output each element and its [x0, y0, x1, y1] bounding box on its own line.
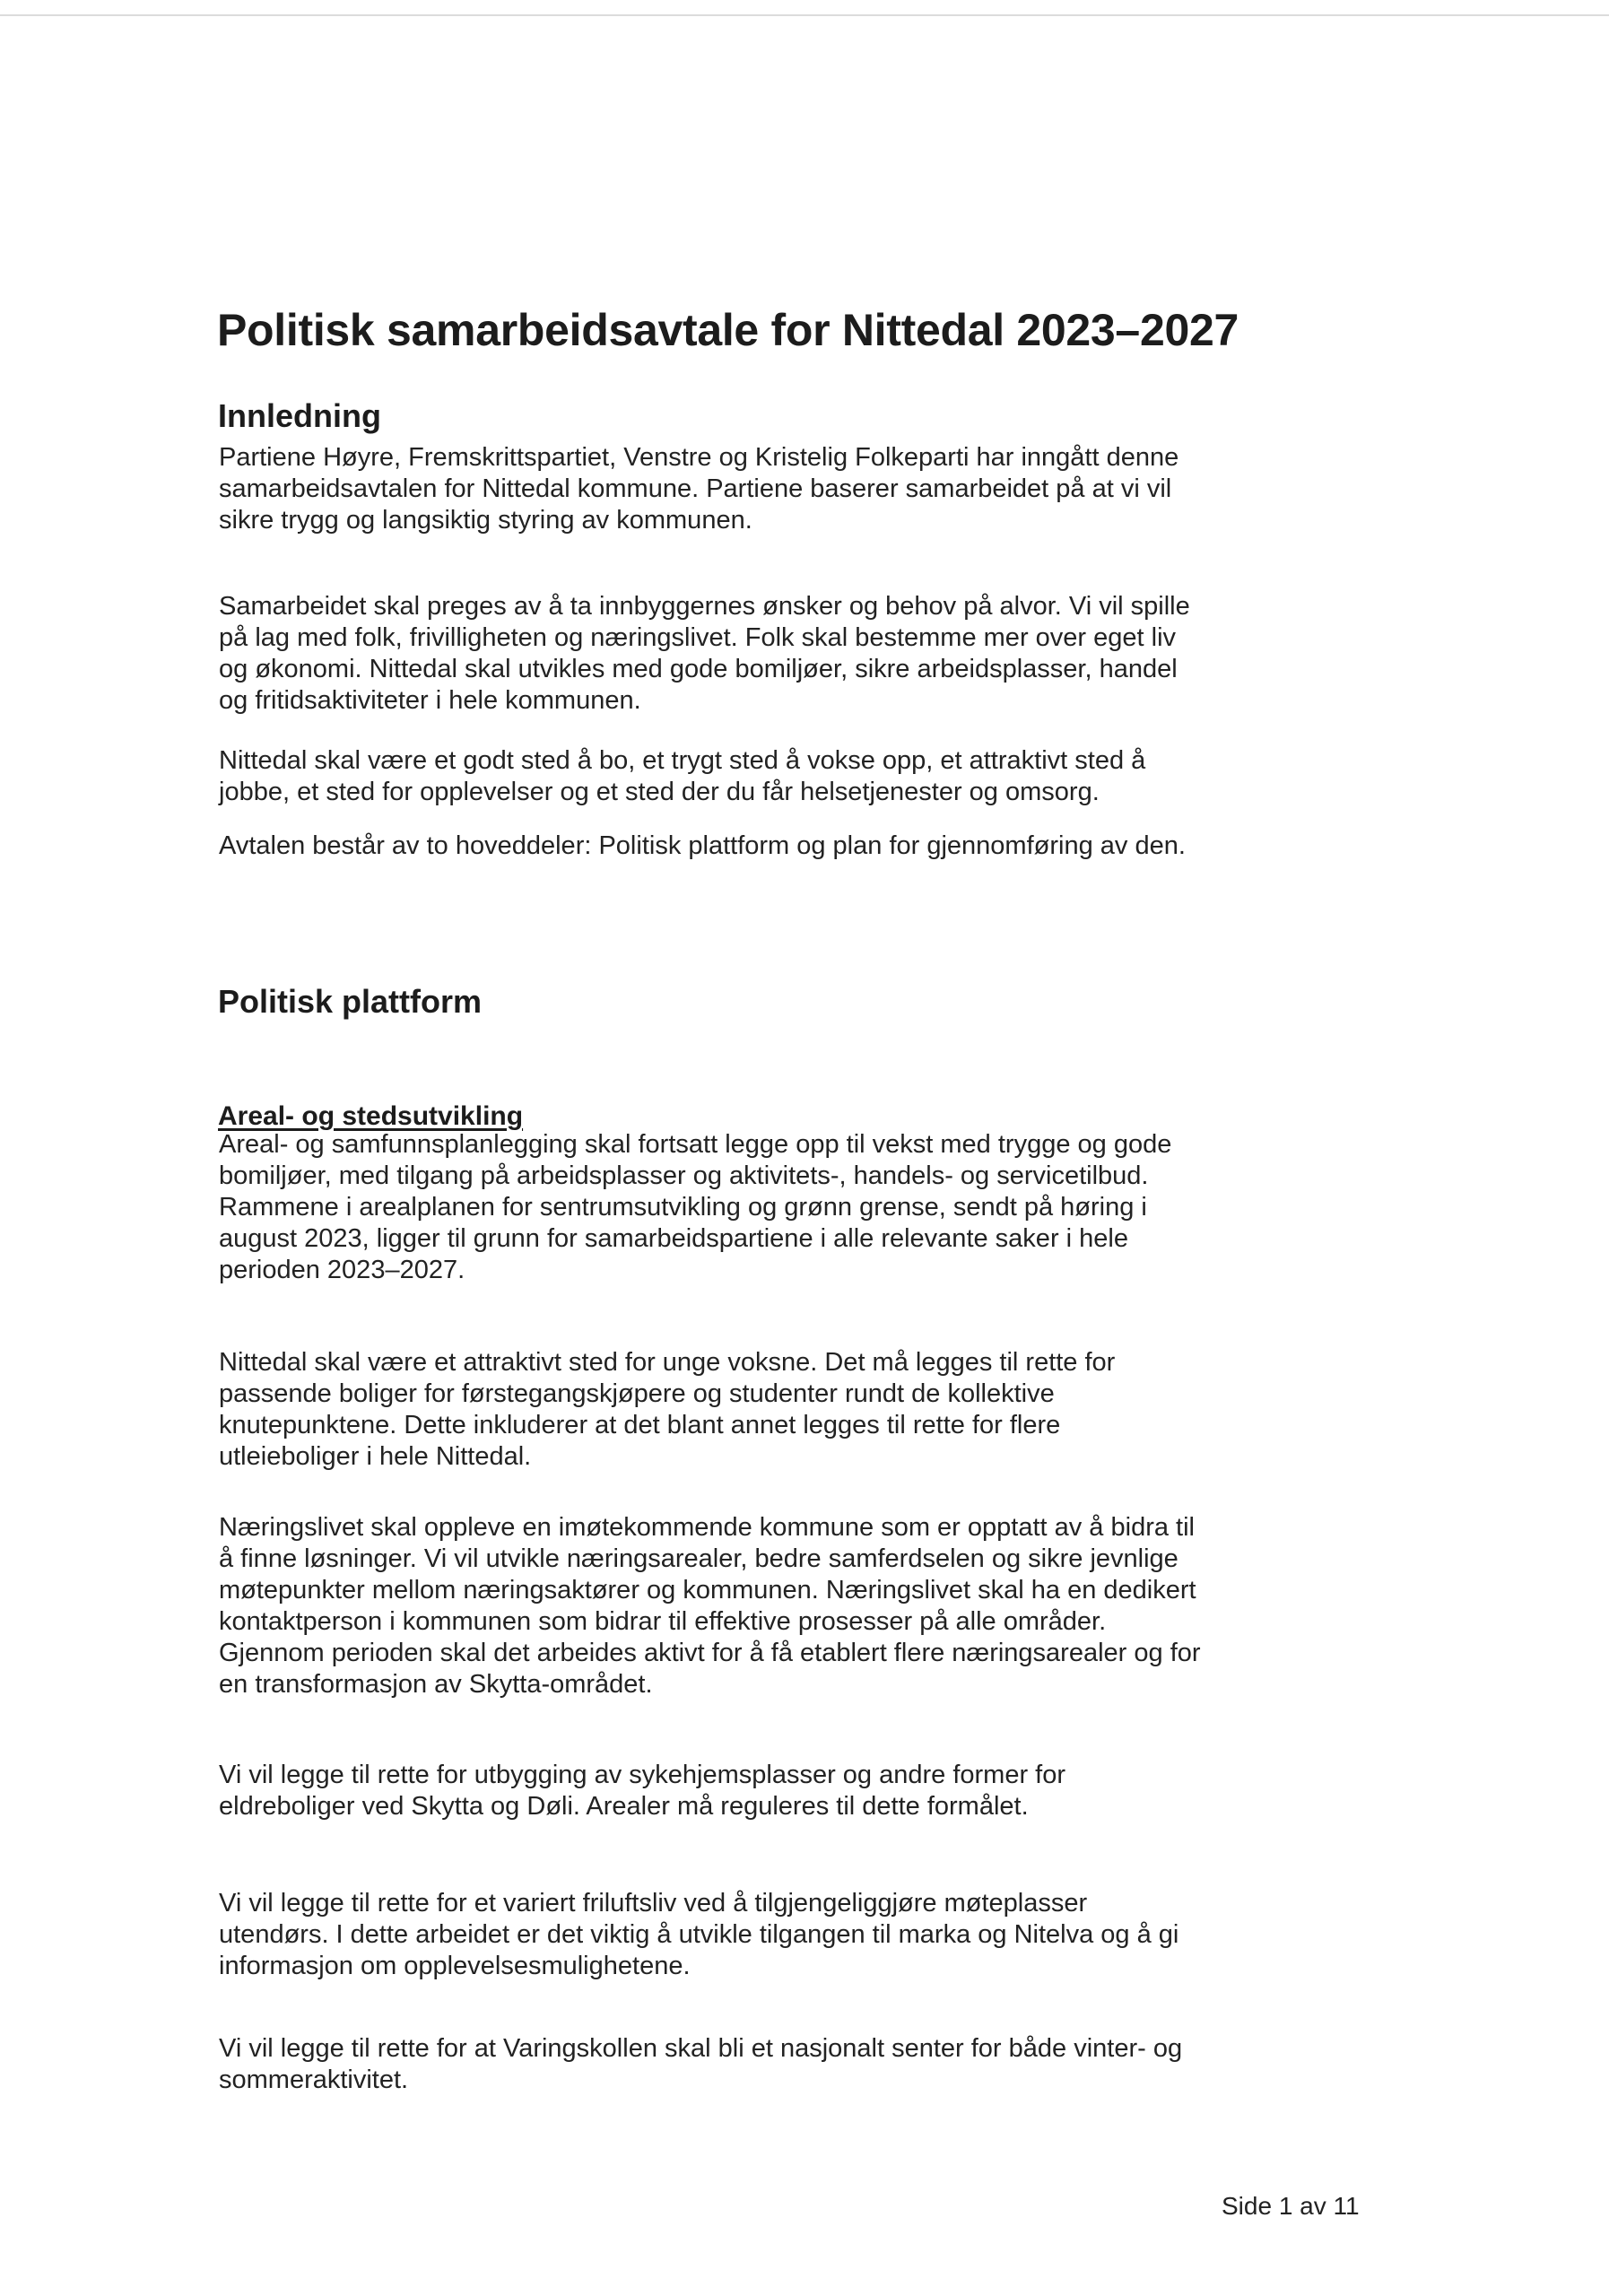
- text-line: bomiljøer, med tilgang på arbeidsplasser og aktivitets-, handels- og servicetilbud.: [219, 1161, 1149, 1190]
- subsection-heading-areal-og-stedsutvikling: Areal- og stedsutvikling: [218, 1101, 524, 1131]
- text-line: møtepunkter mellom næringsaktører og kommunen. Næringslivet skal ha en dedikert: [219, 1576, 1196, 1605]
- text-line: Vi vil legge til rette for utbygging av sykehjemsplasser og andre former for: [219, 1761, 1066, 1789]
- text-line: utendørs. I dette arbeidet er det viktig å utvikle tilgangen til marka og Nitelva og å gi: [219, 1920, 1179, 1949]
- text-line: en transformasjon av Skytta-området.: [219, 1670, 653, 1699]
- text-line: jobbe, et sted for opplevelser og et sted der du får helsetjenester og omsorg.: [219, 778, 1100, 806]
- text-line: Samarbeidet skal preges av å ta innbyggernes ønsker og behov på alvor. Vi vil spille: [219, 592, 1190, 621]
- paragraph-innledning-3: [219, 745, 1145, 808]
- text-line: Partiene Høyre, Fremskrittspartiet, Venstre og Kristelig Folkeparti har inngått denne: [219, 443, 1179, 472]
- text-line: eldreboliger ved Skytta og Døli. Arealer må reguleres til dette formålet.: [219, 1792, 1029, 1821]
- text-line: Vi vil legge til rette for at Varingskollen skal bli et nasjonalt senter for både vinter- og: [219, 2034, 1183, 2063]
- text-line: Næringslivet skal oppleve en imøtekommende kommune som er opptatt av å bidra til: [219, 1513, 1195, 1542]
- section-heading-innledning: Innledning: [218, 397, 381, 434]
- text-line: Vi vil legge til rette for et variert friluftsliv ved å tilgjengeliggjøre møteplasser: [219, 1889, 1088, 1918]
- text-line: og fritidsaktiviteter i hele kommunen.: [219, 686, 641, 715]
- text-line: knutepunktene. Dette inkluderer at det blant annet legges til rette for flere: [219, 1411, 1061, 1439]
- text-line: perioden 2023–2027.: [219, 1256, 465, 1284]
- paragraph-innledning-4: [219, 831, 1186, 862]
- text-line: sommeraktivitet.: [219, 2066, 409, 2094]
- text-line: kontaktperson i kommunen som bidrar til effektive prosesser på alle områder.: [219, 1607, 1107, 1636]
- text-line: passende boliger for førstegangskjøpere og studenter rundt de kollektive: [219, 1379, 1055, 1408]
- text-line: utleieboliger i hele Nittedal.: [219, 1442, 532, 1471]
- text-line: Areal- og samfunnsplanlegging skal fortsatt legge opp til vekst med trygge og gode: [219, 1130, 1172, 1159]
- paragraph-innledning-2: [219, 591, 1190, 717]
- paragraph-areal-5: [219, 1888, 1178, 1982]
- text-line: Nittedal skal være et attraktivt sted for unge voksne. Det må legges til rette for: [219, 1348, 1116, 1377]
- paragraph-innledning-1: [219, 442, 1178, 536]
- text-line: Nittedal skal være et godt sted å bo, et trygt sted å vokse opp, et attraktivt sted å: [219, 746, 1146, 775]
- text-line: Gjennom perioden skal det arbeides aktivt for å få etablert flere næringsarealer og for: [219, 1639, 1201, 1667]
- section-heading-politisk-plattform: Politisk plattform: [218, 983, 483, 1020]
- text-line: samarbeidsavtalen for Nittedal kommune. Partiene baserer samarbeidet på at vi vil: [219, 474, 1172, 503]
- paragraph-areal-1: [219, 1129, 1171, 1286]
- paragraph-areal-4: [219, 1760, 1065, 1822]
- text-line: Avtalen består av to hoveddeler: Politisk plattform og plan for gjennomføring av den.: [219, 831, 1186, 860]
- paragraph-areal-6: [219, 2033, 1182, 2096]
- paragraph-areal-3: [219, 1512, 1201, 1700]
- page-number: Side 1 av 11: [1222, 2192, 1360, 2220]
- text-line: august 2023, ligger til grunn for samarbeidspartiene i alle relevante saker i hele: [219, 1224, 1128, 1253]
- text-line: Rammene i arealplanen for sentrumsutvikling og grønn grense, sendt på høring i: [219, 1193, 1147, 1222]
- text-line: informasjon om opplevelsesmulighetene.: [219, 1952, 691, 1980]
- text-line: og økonomi. Nittedal skal utvikles med gode bomiljøer, sikre arbeidsplasser, handel: [219, 655, 1178, 683]
- page-title: Politisk samarbeidsavtale for Nittedal 2023–2027: [217, 304, 1239, 355]
- paragraph-areal-2: [219, 1347, 1115, 1473]
- text-line: sikre trygg og langsiktig styring av kommunen.: [219, 506, 752, 535]
- scan-top-edge: [0, 14, 1609, 16]
- text-line: på lag med folk, frivilligheten og næringslivet. Folk skal bestemme mer over eget liv: [219, 623, 1177, 652]
- text-line: å finne løsninger. Vi vil utvikle næringsarealer, bedre samferdselen og sikre jevnlige: [219, 1544, 1178, 1573]
